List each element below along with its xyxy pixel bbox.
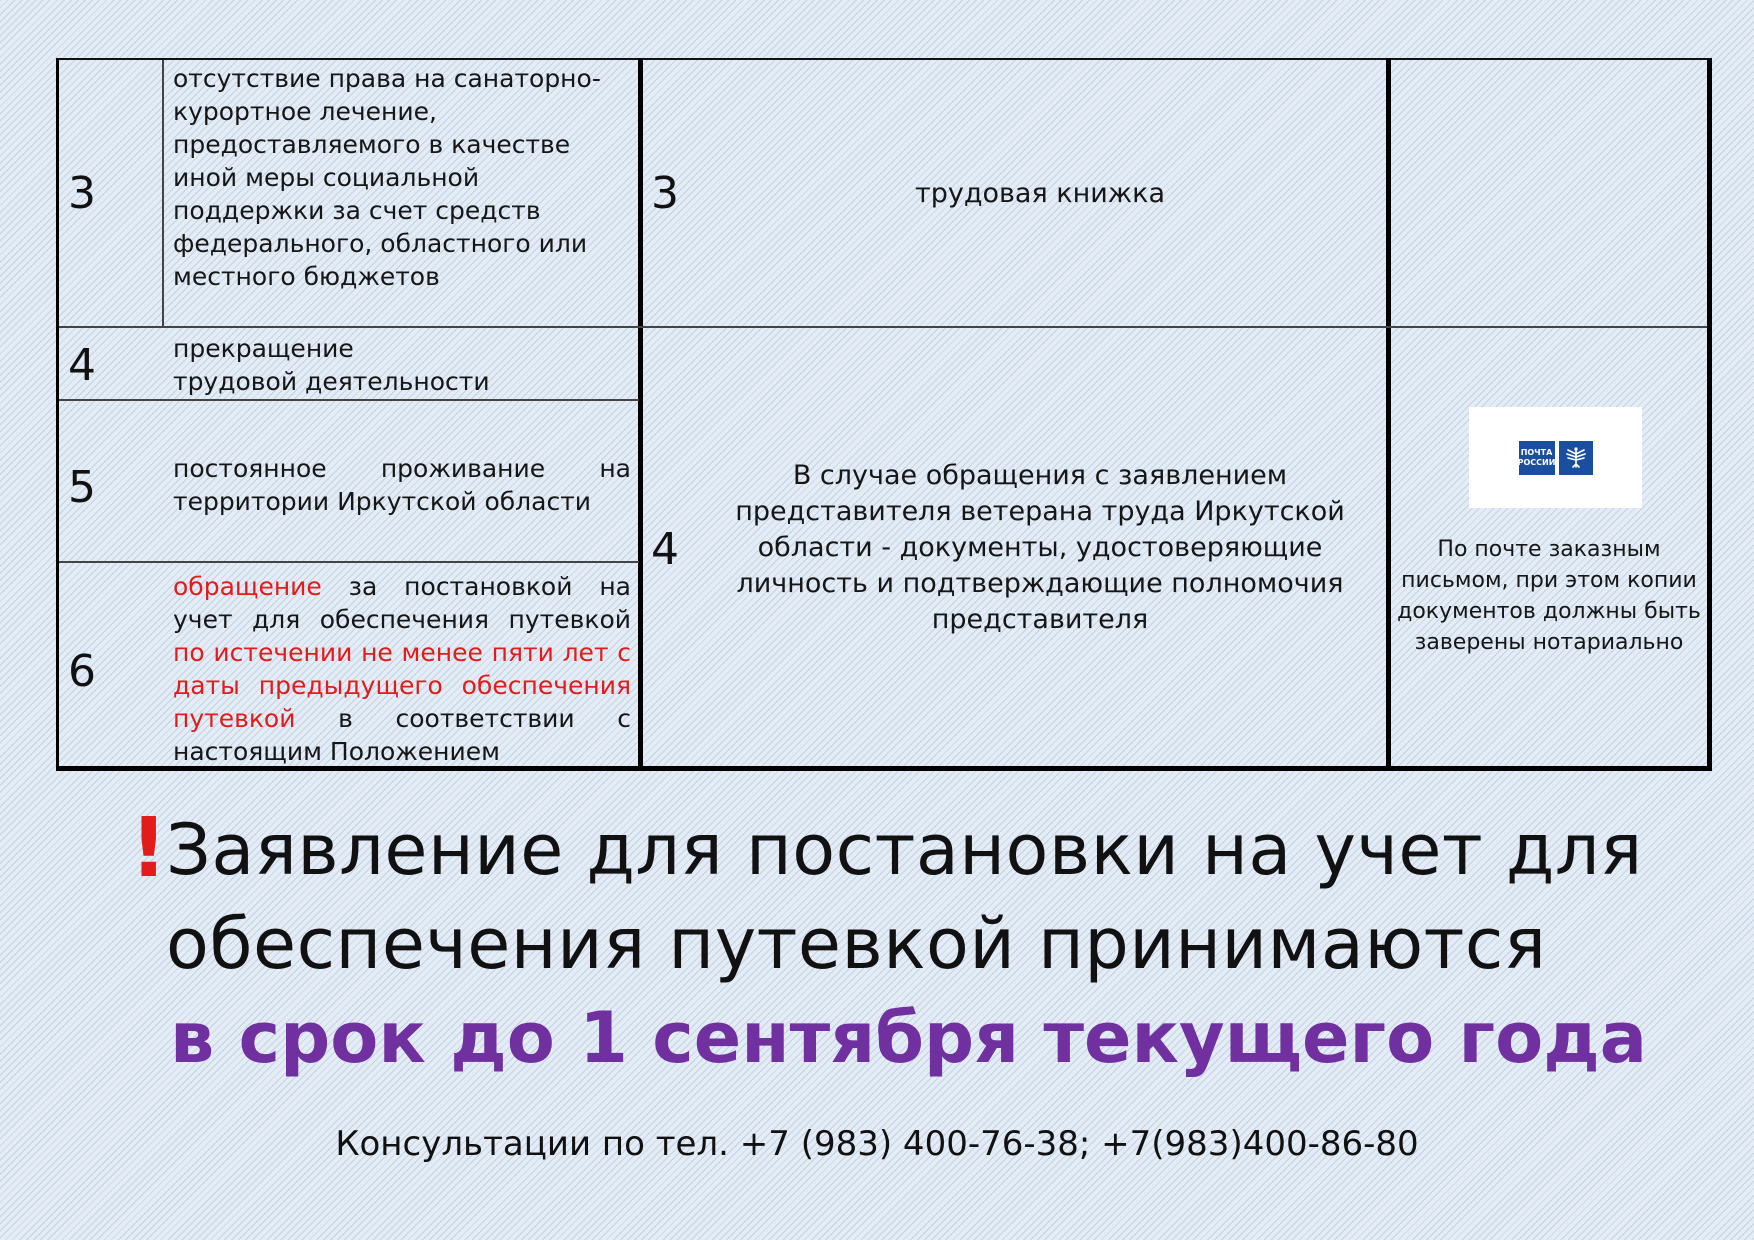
column-divider-left-number [162, 60, 164, 326]
condition-text-line: территории Иркутской области [173, 487, 592, 516]
condition-text [173, 452, 631, 518]
russian-post-wordmark: ПОЧТА РОССИИ [1519, 441, 1555, 475]
document-text: трудовая книжка [914, 178, 1165, 209]
row-divider-1 [59, 326, 1707, 328]
russian-post-logo [1469, 407, 1642, 508]
condition-text-line: постоянное проживание на [173, 454, 631, 483]
column-divider-mail [1386, 58, 1391, 771]
document-number: 4 [651, 524, 679, 575]
notice-headline-line2: обеспечения путевкой принимаются [166, 903, 1547, 985]
mail-delivery-note: По почте заказным письмом, при этом копии документов должны быть заверены нотариально [1397, 537, 1701, 655]
plain-text: в соответствии с [295, 704, 631, 733]
row-number: 3 [68, 168, 96, 219]
row-divider-2 [59, 399, 639, 401]
consultation-phone: Консультации по тел. +7 (983) 400-76-38; +7(983)400-86-80 [335, 1124, 1419, 1164]
condition-text [173, 332, 631, 398]
plain-text: настоящим Положением [173, 737, 501, 766]
condition-text-line: трудовой деятельности [173, 367, 490, 396]
document-number: 3 [651, 168, 679, 219]
notice-headline-line1: Заявление для постановки на учет для [166, 809, 1643, 891]
exclamation-icon: ! [130, 801, 168, 896]
condition-text-line: прекращение [173, 334, 354, 363]
highlight-text: по истечении не менее пяти лет с даты предыдущего обеспечения путевкой [173, 638, 631, 733]
condition-text [173, 570, 631, 768]
eagle-emblem-icon [1559, 441, 1593, 475]
highlight-text: обращение [173, 572, 322, 601]
document-text: В случае обращения с заявлением представителя ветерана труда Иркутской области - документы, удостоверяющие личность и подтверждающие полномочия представителя [735, 460, 1345, 635]
row-number: 5 [68, 462, 96, 513]
row-number: 4 [68, 340, 96, 391]
deadline-text: в срок до 1 сентября текущего года [170, 997, 1647, 1079]
row-divider-3 [59, 561, 639, 563]
column-divider-conditions [638, 58, 643, 771]
plain-text: за постановкой на учет для обеспечения путевкой [173, 572, 631, 634]
row-number: 6 [68, 646, 96, 697]
condition-text: отсутствие права на санаторно-курортное лечение, предоставляемого в качестве иной меры социальной поддержки за счет средств федерального, областного или местного бюджетов [173, 64, 601, 291]
